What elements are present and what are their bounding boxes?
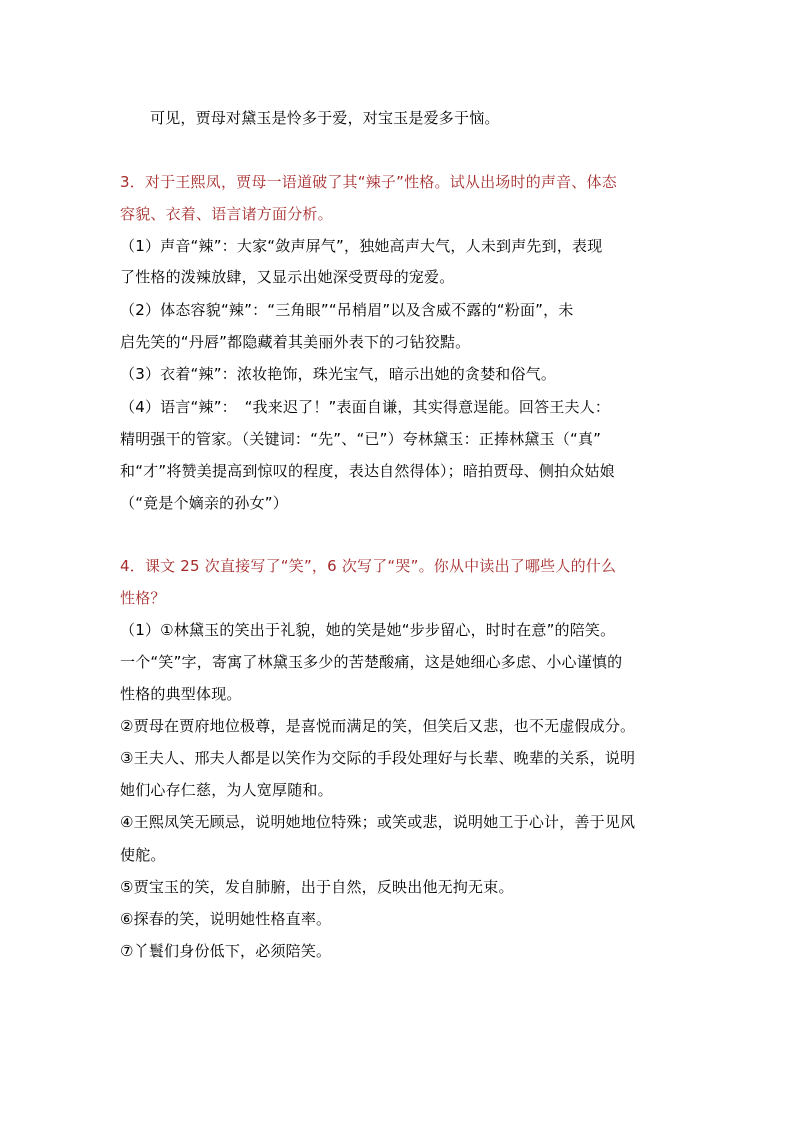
answer-3-2-line-1: （2）体态容貌“辣”：“三角眼”“吊梢眉”以及含威不露的“粉面”，未 xyxy=(120,301,574,319)
answer-3-1-line-2: 了性格的泼辣放肆，又显示出她深受贾母的宠爱。 xyxy=(120,268,455,286)
answer-4-2: ②贾母在贾府地位极尊，是喜悦而满足的笑，但笑后又悲，也不无虚假成分。 xyxy=(120,717,636,735)
answer-4-5: ⑤贾宝玉的笑，发自肺腑，出于自然，反映出他无拘无束。 xyxy=(120,878,514,896)
answer-4-4-line-1: ④王熙凤笑无顾忌，说明她地位特殊；或笑或悲，说明她工于心计，善于见风 xyxy=(120,813,636,831)
question-3-line-1: 3．对于王熙凤，贾母一语道破了其“辣子”性格。试从出场时的声音、体态 xyxy=(120,173,617,191)
answer-4-6: ⑥探春的笑，说明她性格直率。 xyxy=(120,910,332,928)
answer-3-2-line-2: 启先笑的“丹唇”都隐藏着其美丽外表下的刁钻狡黠。 xyxy=(120,333,471,351)
answer-4-1-line-1: （1）①林黛玉的笑出于礼貌，她的笑是她“步步留心，时时在意”的陪笑。 xyxy=(120,621,616,639)
answer-4-7: ⑦丫鬟们身份低下，必须陪笑。 xyxy=(120,942,332,960)
answer-4-1-line-2: 一个“笑”字，寄寓了林黛玉多少的苦楚酸痛，这是她细心多虑、小心谨慎的 xyxy=(120,653,623,671)
answer-4-3-line-1: ③王夫人、邢夫人都是以笑作为交际的手段处理好与长辈、晚辈的关系，说明 xyxy=(120,749,636,767)
question-4-line-2: 性格？ xyxy=(120,589,166,607)
answer-3-4-line-3: 和“才”将赞美提高到惊叹的程度，表达自然得体）；暗拍贾母、侧拍众姑娘 xyxy=(120,462,615,480)
answer-3-4-line-1: （4）语言“辣”： “我来迟了！”表面自谦，其实得意逞能。回答王夫人： xyxy=(120,398,611,416)
question-3-line-2: 容貌、衣着、语言诸方面分析。 xyxy=(120,205,333,223)
answer-4-4-line-2: 使舵。 xyxy=(120,846,166,864)
answer-3-4-line-4: （“竟是个嫡亲的孙女”） xyxy=(120,494,288,512)
question-4-line-1: 4．课文 25 次直接写了“笑”，6 次写了“哭”。你从中读出了哪些人的什么 xyxy=(120,557,617,575)
answer-3-1-line-1: （1）声音“辣”：大家“敛声屏气”，独她高声大气，人未到声先到，表现 xyxy=(120,237,603,255)
answer-3-3: （3）衣着“辣”：浓妆艳饰，珠光宝气，暗示出她的贪婪和俗气。 xyxy=(120,365,557,383)
answer-4-1-line-3: 性格的典型体现。 xyxy=(120,685,242,703)
answer-4-3-line-2: 她们心存仁慈，为人宽厚随和。 xyxy=(120,781,333,799)
paragraph-conclusion: 可见，贾母对黛玉是怜多于爱，对宝玉是爱多于恼。 xyxy=(150,109,500,127)
answer-3-4-line-2: 精明强干的管家。（关键词：“先”、“已”）夸林黛玉：正捧林黛玉（“真” xyxy=(120,430,602,448)
